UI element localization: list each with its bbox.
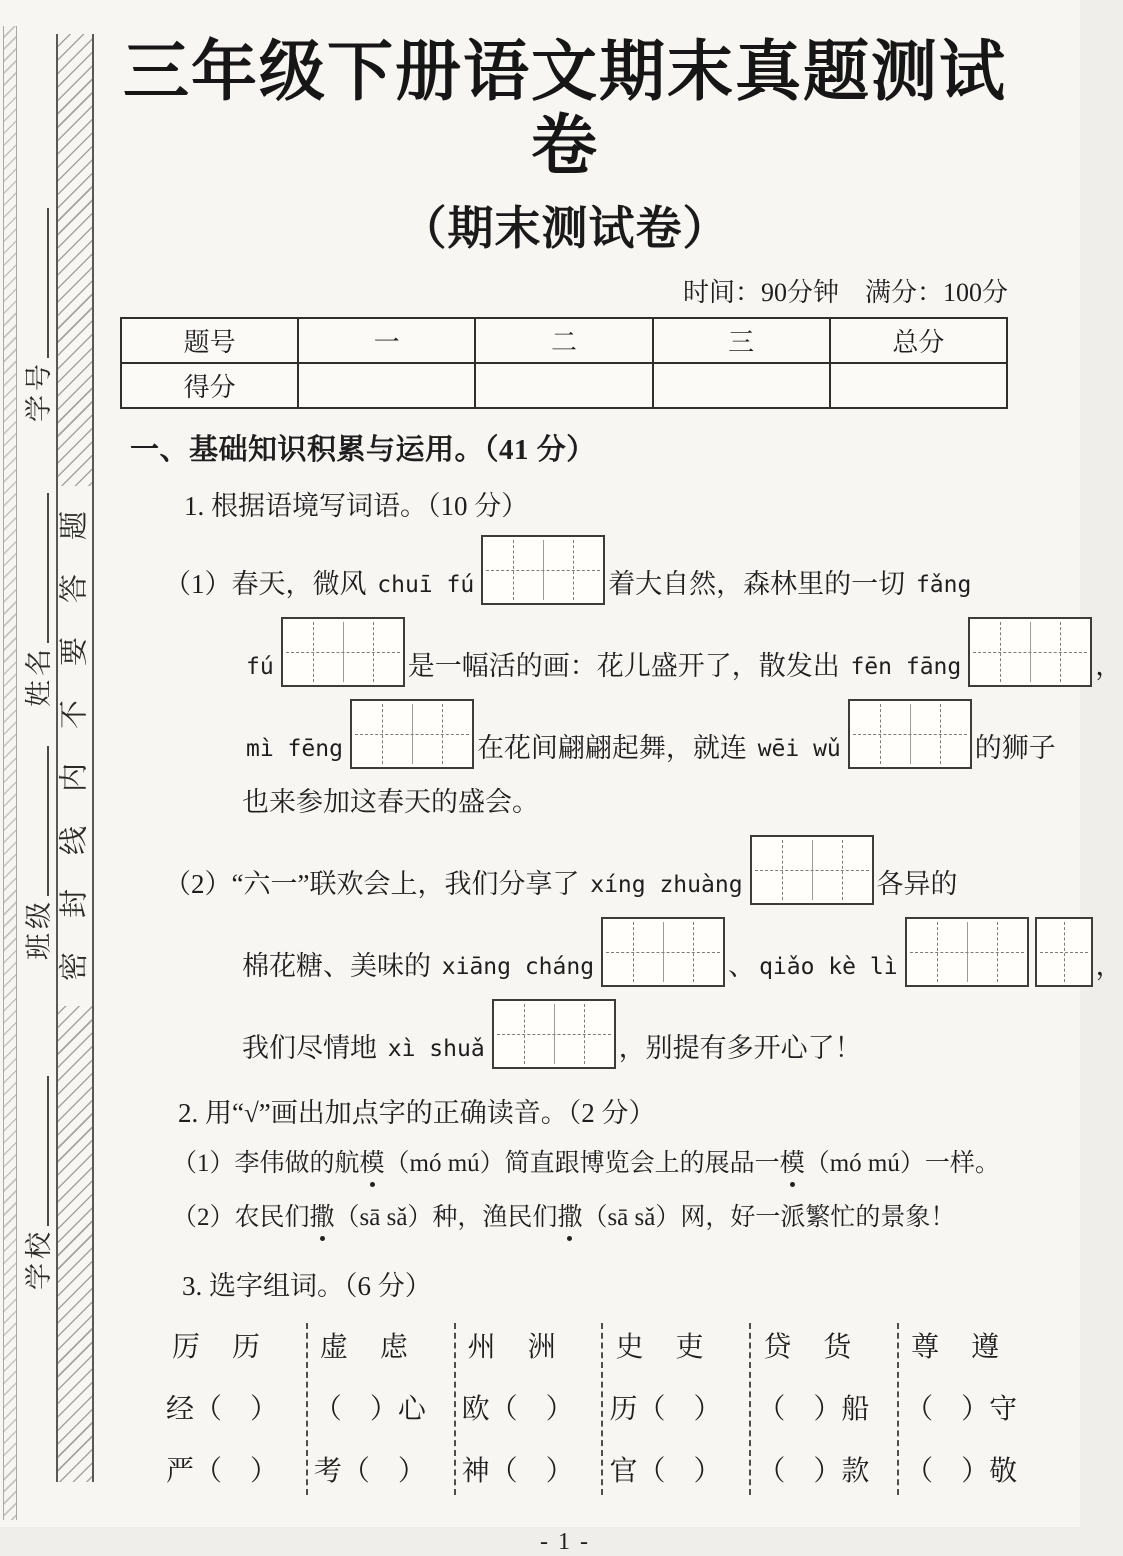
question-line	[120, 835, 1010, 905]
character-pair: 虚 虑	[319, 1331, 410, 1363]
text-run: （mó mú）一样。	[804, 1149, 1000, 1177]
class-blank-line	[23, 746, 49, 896]
seal-line-strip	[56, 34, 94, 1482]
exam-title: 三年级下册语文期末真题测试卷	[123, 36, 1007, 183]
score-empty-cell	[830, 363, 1007, 408]
choice-blank-row: （ ）船	[757, 1393, 870, 1425]
text-run: 也来参加这春天的盛会。	[242, 786, 539, 817]
pinyin-run: fēn fāng	[850, 653, 962, 680]
score-table-header-row	[121, 318, 1007, 363]
school-field	[16, 1070, 56, 1290]
choice-column	[751, 1323, 899, 1495]
choice-column	[160, 1323, 308, 1495]
class-label: 班级	[23, 898, 54, 960]
choice-blank-row: 严（ ）	[166, 1455, 279, 1487]
pinyin-run: fú	[246, 653, 274, 680]
grid-guide-line	[606, 952, 720, 953]
score-table	[120, 317, 1008, 409]
score-row-label: 得分	[121, 363, 298, 408]
pinyin-run: chuī fú	[377, 571, 475, 598]
writing-grid	[481, 535, 605, 605]
pinyin-run: qiǎo kè lì	[759, 953, 898, 980]
question-line	[120, 699, 1056, 769]
choice-blank-row: （ ）守	[905, 1393, 1018, 1425]
grid-guide-line	[497, 1034, 611, 1035]
writing-grid	[1035, 917, 1093, 987]
text-run: 棉花糖、美味的	[242, 950, 438, 981]
dotted-character: 撒	[557, 1198, 582, 1238]
writing-grid	[750, 835, 874, 905]
pinyin-run: wēi wǔ	[757, 735, 841, 762]
seal-line-character: 密	[58, 952, 91, 982]
text-run: （sā sǎ）网，好一派繁忙的景象！	[582, 1203, 956, 1231]
seal-line-character: 线	[58, 826, 91, 856]
grid-guide-line	[486, 570, 600, 571]
text-run: ，别提有多开心了！	[618, 1032, 862, 1063]
question-line	[120, 917, 1123, 987]
text-run: （2）“六一”联欢会上，我们分享了	[164, 868, 587, 899]
school-blank-line	[23, 1076, 49, 1226]
question-line	[120, 617, 1123, 687]
choice-blank-row: （ ）心	[313, 1393, 426, 1425]
dotted-character: 撒	[310, 1198, 335, 1238]
score-header-cell: 题号	[121, 318, 298, 363]
student-name-blank-line	[23, 493, 49, 643]
question-sentence	[120, 1144, 1010, 1184]
text-run: 、	[728, 950, 756, 981]
text-run: 各异的	[876, 868, 958, 899]
dotted-character: 模	[780, 1144, 805, 1184]
grid-guide-line	[853, 734, 967, 735]
score-header-cell: 三	[653, 318, 830, 363]
grid-guide-line	[286, 652, 400, 653]
choice-blank-row: （ ）敬	[905, 1455, 1018, 1487]
writing-grid	[968, 617, 1092, 687]
grid-guide-line	[355, 734, 469, 735]
seal-line-character: 内	[58, 763, 91, 793]
pinyin-run: mì fēng	[246, 735, 343, 762]
page-edge-hatch	[3, 26, 17, 1520]
dotted-character: 模	[360, 1144, 385, 1184]
seal-line-character: 题	[58, 511, 91, 541]
grid-guide-line	[1040, 952, 1088, 953]
pinyin-run: xiāng cháng	[441, 953, 595, 980]
score-header-cell: 二	[475, 318, 652, 363]
question-2-title: 2. 用“√”画出加点字的正确读音。（2 分）	[178, 1097, 656, 1128]
seal-line-character: 要	[58, 637, 91, 667]
section-one-heading: 一、基础知识积累与运用。（41 分）	[130, 433, 596, 466]
question-2-body	[120, 1144, 1010, 1238]
writing-grid	[848, 699, 972, 769]
exam-subtitle: （期末测试卷）	[400, 202, 730, 254]
exam-content	[100, 0, 1123, 1555]
time-and-score-info: 时间：90分钟 满分：100分	[682, 277, 1008, 307]
question-sentence	[120, 1198, 1010, 1238]
text-run: （sā sǎ）种，渔民们	[334, 1203, 558, 1231]
pinyin-run: xì shuǎ	[387, 1035, 485, 1062]
question-3-choice-table	[160, 1323, 1045, 1495]
seal-line-character: 不	[58, 700, 91, 730]
question-line	[120, 999, 1010, 1069]
text-run: 的狮子	[974, 732, 1056, 763]
choice-blank-row: 经（ ）	[166, 1393, 279, 1425]
text-run: 我们尽情地	[242, 1032, 384, 1063]
seal-line-text	[58, 486, 92, 1006]
writing-grid	[492, 999, 616, 1069]
text-run: ，	[1095, 950, 1123, 981]
text-run: （1）春天，微风	[164, 568, 374, 599]
student-number-label: 学号	[23, 360, 54, 422]
grid-guide-line	[973, 652, 1087, 653]
score-header-cell: 总分	[830, 318, 1007, 363]
grid-guide-line	[910, 952, 1024, 953]
writing-grid	[281, 617, 405, 687]
choice-blank-row: （ ）款	[757, 1455, 870, 1487]
text-run: 是一幅活的画：花儿盛开了，散发出	[407, 650, 847, 681]
pinyin-run: xíng zhuàng	[590, 871, 743, 898]
choice-blank-row: 历（ ）	[609, 1393, 722, 1425]
seal-line-character: 封	[58, 889, 91, 919]
score-empty-cell	[653, 363, 830, 408]
school-label: 学校	[23, 1228, 54, 1290]
question-line	[120, 535, 1010, 605]
student-name-field	[16, 487, 56, 707]
character-pair: 史 吏	[615, 1331, 706, 1363]
score-empty-cell	[475, 363, 652, 408]
question-line	[120, 781, 1010, 823]
choice-column	[456, 1323, 604, 1495]
character-pair: 贷 货	[763, 1331, 854, 1363]
writing-grid	[905, 917, 1029, 987]
pinyin-run: fǎng	[915, 571, 972, 598]
student-name-label: 姓名	[23, 645, 54, 707]
choice-blank-row: 欧（ ）	[461, 1393, 574, 1425]
choice-column	[899, 1323, 1045, 1495]
score-empty-cell	[298, 363, 475, 408]
grid-guide-line	[755, 870, 869, 871]
character-pair: 厉 历	[172, 1331, 263, 1363]
character-pair: 州 洲	[467, 1331, 558, 1363]
choice-blank-row: 考（ ）	[313, 1455, 426, 1487]
question-3-title: 3. 选字组词。（6 分）	[182, 1270, 432, 1301]
score-header-cell: 一	[298, 318, 475, 363]
choice-column	[603, 1323, 751, 1495]
writing-grid	[350, 699, 474, 769]
question-1-body	[120, 535, 1123, 1069]
student-number-blank-line	[23, 208, 49, 358]
seal-line-character: 答	[58, 574, 91, 604]
text-run: ，	[1095, 650, 1123, 681]
page-number: - 1 -	[540, 1528, 590, 1555]
character-pair: 尊 遵	[911, 1331, 1002, 1363]
choice-blank-row: 神（ ）	[461, 1455, 574, 1487]
text-run: 着大自然，森林里的一切	[608, 568, 912, 599]
text-run: （2）农民们	[172, 1203, 310, 1231]
text-run: （1）李伟做的航	[172, 1149, 360, 1177]
class-field	[16, 740, 56, 960]
question-1-title: 1. 根据语境写词语。（10 分）	[184, 490, 529, 521]
text-run: 在花间翩翩起舞，就连	[476, 732, 754, 763]
text-run: （mó mú）简直跟博览会上的展品一	[384, 1149, 780, 1177]
student-number-field	[16, 202, 56, 422]
choice-blank-row: 官（ ）	[609, 1455, 722, 1487]
choice-column	[308, 1323, 456, 1495]
score-table-score-row	[121, 363, 1007, 408]
writing-grid	[601, 917, 725, 987]
